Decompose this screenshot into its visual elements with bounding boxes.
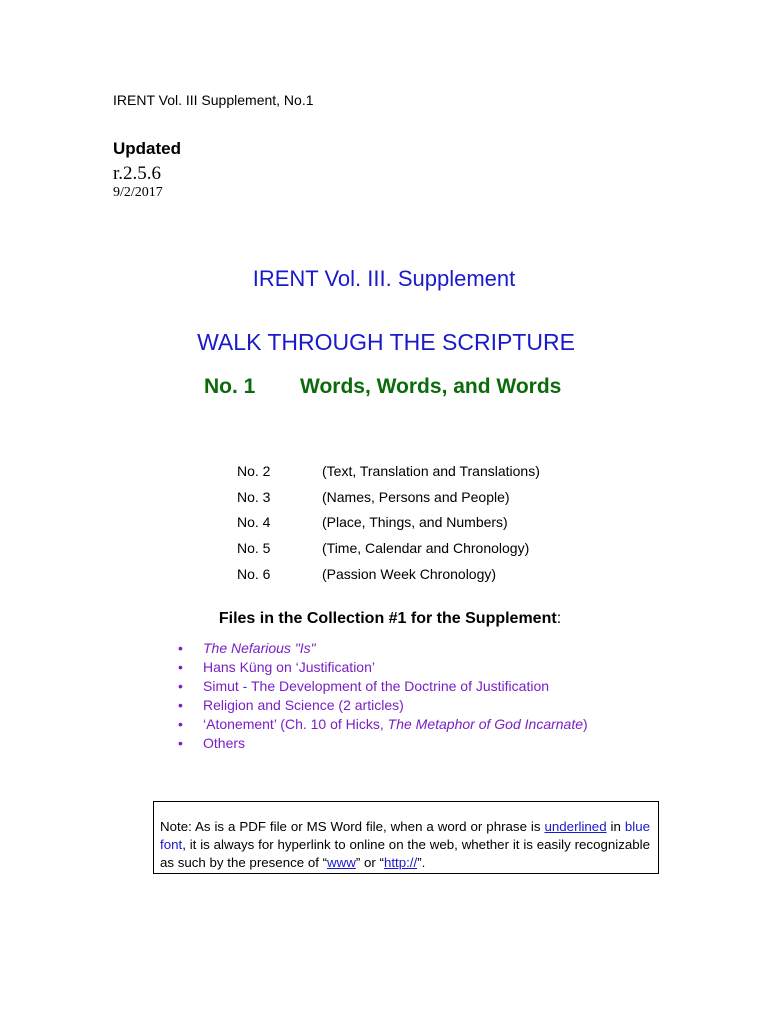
file-link-text-prefix: ‘Atonement’ (Ch. 10 of Hicks, (203, 716, 388, 732)
www-link[interactable]: www (327, 855, 356, 870)
file-link-text: Simut - The Development of the Doctrine of Justification (203, 678, 550, 694)
files-heading-text: Files in the Collection #1 for the Supplement (218, 610, 557, 627)
files-heading-colon: : (556, 610, 562, 627)
file-link-text: Hans Küng on ‘Justification’ (203, 659, 375, 675)
issue-number: No. 5 (237, 540, 271, 556)
revision-date: 9/2/2017 (113, 185, 163, 200)
issue-row (0, 540, 768, 566)
revision-number: r.2.5.6 (113, 163, 162, 184)
issue-number: No. 6 (237, 566, 271, 582)
file-link[interactable] (176, 678, 588, 697)
bullet-icon: • (178, 716, 183, 732)
issue-number: No. 4 (237, 514, 271, 530)
file-link-text: Religion and Science (2 articles) (203, 697, 404, 713)
note-part: ”. (417, 855, 426, 870)
current-issue-number: No. 1 (204, 375, 256, 398)
files-list (176, 640, 588, 754)
issue-row (0, 463, 768, 489)
bullet-icon: • (178, 678, 183, 694)
issue-title: (Time, Calendar and Chronology) (322, 540, 530, 556)
note-part: , it is always for hyperlink to online on the web, whether it is easily recognizable as such by the presence of “ (160, 837, 650, 870)
issue-title: (Names, Persons and People) (322, 489, 510, 505)
document-id: IRENT Vol. III Supplement, No.1 (113, 92, 314, 108)
issue-row (0, 566, 768, 592)
file-link-text: The Nefarious "Is" (203, 640, 316, 656)
issue-row (0, 514, 768, 540)
note-part: Note: As is a PDF file or MS Word file, when a word or phrase is (160, 819, 545, 834)
file-link-text-suffix: ) (583, 716, 588, 732)
issue-title: (Text, Translation and Translations) (322, 463, 540, 479)
document-subtitle: WALK THROUGH THE SCRIPTURE (197, 329, 575, 355)
file-link[interactable] (176, 659, 588, 678)
note-text (160, 818, 650, 872)
file-link[interactable] (176, 735, 588, 754)
current-issue-title: Words, Words, and Words (300, 375, 562, 398)
files-heading (0, 610, 768, 628)
note-box (153, 801, 659, 874)
underlined-link[interactable]: underlined (544, 819, 607, 834)
note-part: ” or “ (355, 855, 384, 870)
issue-number: No. 3 (237, 489, 271, 505)
file-link[interactable] (176, 716, 588, 735)
note-part: in (606, 819, 625, 834)
file-link-text: Others (203, 735, 246, 751)
blue-font-text: blue font (160, 819, 650, 852)
file-link-text-italic: The Metaphor of God Incarnate (387, 716, 584, 732)
bullet-icon: • (178, 640, 183, 656)
bullet-icon: • (178, 735, 183, 751)
document-title: IRENT Vol. III. Supplement (252, 266, 516, 291)
issue-title: (Place, Things, and Numbers) (322, 514, 508, 530)
file-link[interactable] (176, 697, 588, 716)
bullet-icon: • (178, 659, 183, 675)
bullet-icon: • (178, 697, 183, 713)
file-link[interactable] (176, 640, 588, 659)
http-link[interactable]: http:// (383, 855, 418, 870)
issue-title: (Passion Week Chronology) (322, 566, 497, 582)
issue-row (0, 489, 768, 515)
updated-label: Updated (113, 139, 181, 158)
issue-number: No. 2 (237, 463, 271, 479)
